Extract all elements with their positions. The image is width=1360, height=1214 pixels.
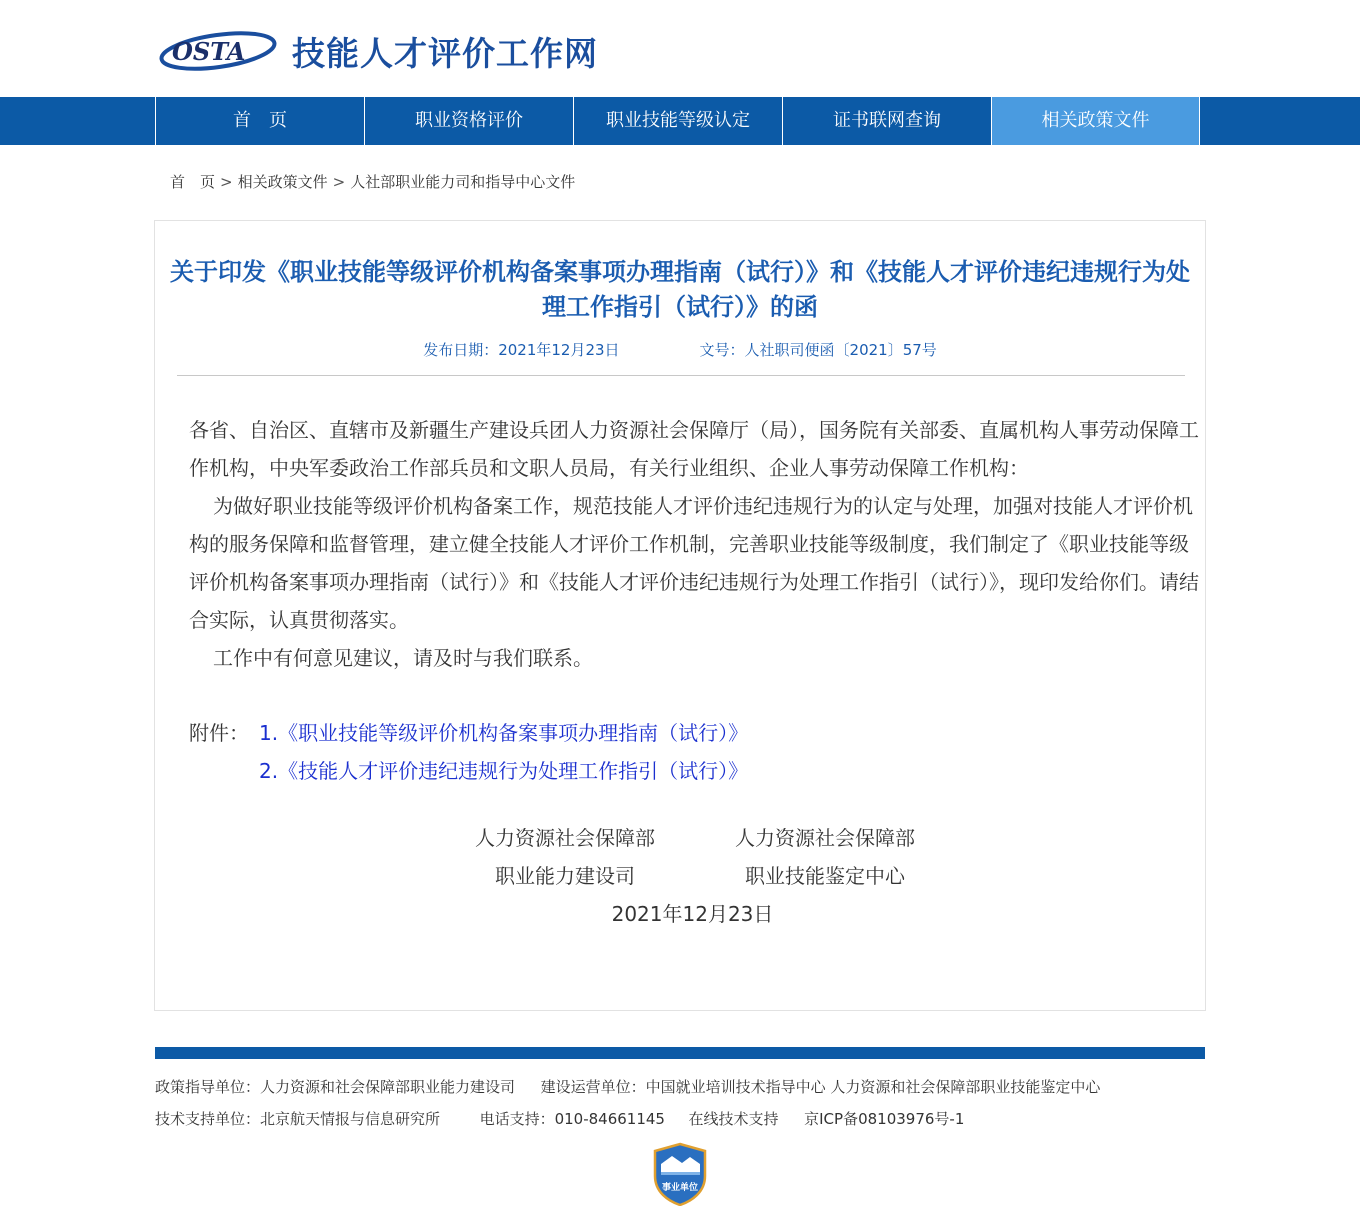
public-institution-badge-icon[interactable] — [652, 1142, 708, 1206]
nav-item-policy-documents[interactable]: 相关政策文件 — [991, 97, 1200, 145]
signer-left-line1: 人力资源社会保障部 — [475, 826, 655, 850]
footer-line-2 — [155, 1108, 964, 1129]
attachments-label: 附件： — [189, 721, 249, 745]
footer-bar — [155, 1047, 1205, 1059]
signer-right-line1: 人力资源社会保障部 — [735, 826, 915, 850]
title-divider — [177, 375, 1185, 376]
attachment-link-2[interactable]: 2.《技能人才评价违纪违规行为处理工作指引（试行）》 — [259, 759, 749, 783]
article-title: 关于印发《职业技能等级评价机构备案事项办理指南（试行）》和《技能人才评价违纪违规行为处理工作指引（试行）》的函 — [170, 258, 1190, 321]
sign-date: 2021年12月23日 — [611, 902, 774, 926]
nav-item-certificate-query[interactable]: 证书联网查询 — [782, 97, 991, 145]
breadcrumb-separator: > — [220, 173, 233, 191]
nav-item-home[interactable]: 首 页 — [155, 97, 364, 145]
breadcrumb-home[interactable]: 首 页 — [170, 173, 216, 191]
main-paragraph: 为做好职业技能等级评价机构备案工作，规范技能人才评价违纪违规行为的认定与处理，加强对技能人才评价机构的服务保障和监督管理，建立健全技能人才评价工作机制，完善职业技能等级制度，我们制定了《职业技能等级评价机构备案事项办理指南（试行）》和《技能人才评价违纪违规行为处理工作指引（试行）》，现印发给你们。请结合实际，认真贯彻落实。 — [189, 494, 1199, 632]
nav-item-qualification[interactable]: 职业资格评价 — [364, 97, 573, 145]
site-title[interactable]: 技能人才评价工作网 — [292, 34, 598, 73]
footer-icp-link[interactable]: 京ICP备08103976号-1 — [804, 1110, 965, 1128]
footer-online-support-link[interactable]: 在线技术支持 — [688, 1110, 779, 1128]
attachment-link-1[interactable]: 1.《职业技能等级评价机构备案事项办理指南（试行）》 — [259, 721, 749, 745]
site-header — [0, 0, 1360, 97]
breadcrumb-current[interactable]: 人社部职业能力司和指导中心文件 — [350, 173, 576, 191]
article-meta — [155, 339, 1205, 360]
attachments — [189, 714, 748, 790]
signer-left-line2: 职业能力建设司 — [495, 864, 635, 888]
signer-left — [455, 819, 675, 895]
osta-logo-icon[interactable] — [158, 24, 278, 74]
svg-text:事业单位: 事业单位 — [661, 1183, 699, 1193]
salutation-paragraph: 各省、自治区、直辖市及新疆生产建设兵团人力资源社会保障厅（局），国务院有关部委、直属机构人事劳动保障工作机构，中央军委政治工作部兵员和文职人员局，有关行业组织、企业人事劳动保障工作机构： — [189, 418, 1199, 480]
signer-right-line2: 职业技能鉴定中心 — [745, 864, 905, 888]
main-nav — [0, 97, 1360, 145]
article-panel — [154, 220, 1206, 1011]
document-number: 文号：人社职司便函〔2021〕57号 — [699, 341, 937, 359]
article-body — [189, 411, 1199, 677]
nav-item-skill-level[interactable]: 职业技能等级认定 — [573, 97, 782, 145]
footer-phone: 电话支持：010-84661145 — [479, 1110, 665, 1128]
breadcrumb-policy[interactable]: 相关政策文件 — [237, 173, 328, 191]
breadcrumb-separator: > — [332, 173, 346, 191]
publish-date: 发布日期：2021年12月23日 — [423, 341, 620, 359]
contact-paragraph: 工作中有何意见建议，请及时与我们联系。 — [213, 646, 593, 670]
svg-text:OSTA: OSTA — [172, 37, 246, 66]
signer-right — [715, 819, 935, 895]
footer-tech-support: 技术支持单位：北京航天情报与信息研究所 — [155, 1110, 441, 1128]
footer-line-1 — [155, 1076, 1100, 1097]
footer-operator: 建设运营单位：中国就业培训技术指导中心 人力资源和社会保障部职业技能鉴定中心 — [540, 1078, 1101, 1096]
footer-policy-guide: 政策指导单位：人力资源和社会保障部职业能力建设司 — [155, 1078, 516, 1096]
breadcrumb — [170, 171, 575, 192]
